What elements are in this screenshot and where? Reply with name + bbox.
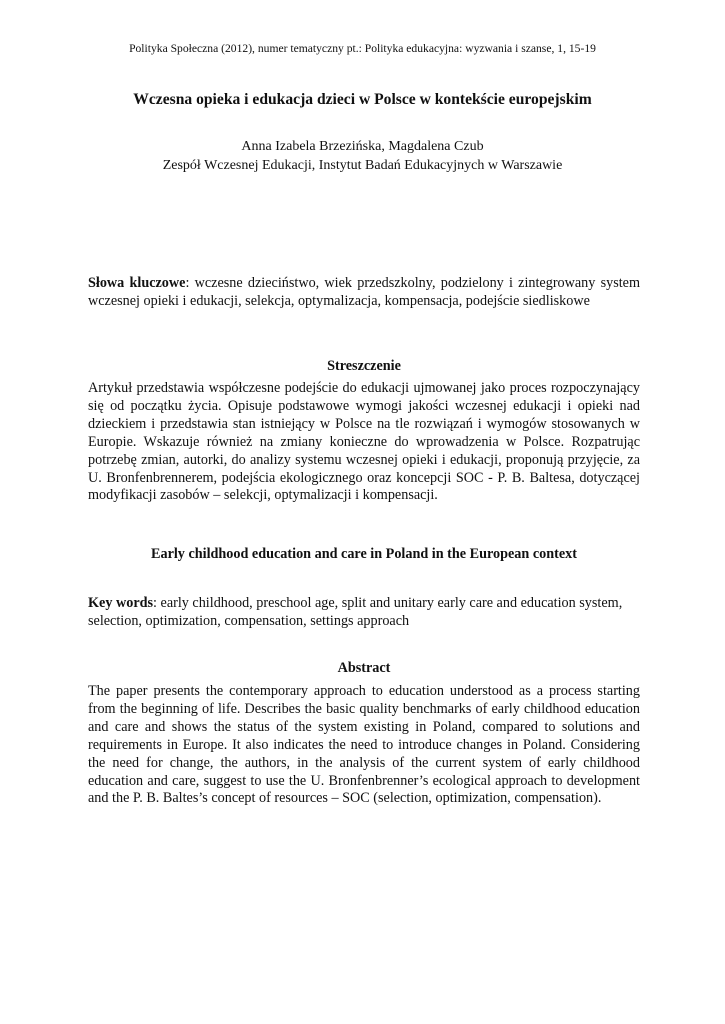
author-block (40, 137, 685, 175)
keywords-pl-text: : wczesne dzieciństwo, wiek przedszkolny, podzielony i zintegrowany system wczesnej opieki i edukacji, selekcja, optymalizacja, kompensacja, podejście siedliskowe (88, 275, 640, 309)
running-header: Polityka Społeczna (2012), numer tematyczny pt.: Polityka edukacyjna: wyzwania i szanse, 1, 15-19 (129, 42, 596, 55)
paper-title: Wczesna opieka i edukacja dzieci w Polsce w kontekście europejskim (133, 91, 592, 108)
abstract-body: The paper presents the contemporary approach to education understood as a process starting from the beginning of life. Describes the basic quality benchmarks of early childhood education and care and shows the status of the system existing in Poland, compared to solutions and requirements in Europe. It also indicates the need to introduce changes in Poland. Considering the need for change, the authors, in the analysis of the current system of early childhood education and care, suggest to use the U. Bronfenbrenner’s ecological approach to development and the P. B. Baltes’s concept of resources – SOC (selection, optimization, compensation). (88, 683, 640, 807)
keywords-pl-label: Słowa kluczowe (88, 275, 186, 291)
keywords-en-label: Key words (88, 595, 154, 611)
keywords-en-text: : early childhood, preschool age, split and unitary early care and education system, selection, optimization, compensation, settings approach (88, 595, 623, 629)
streszczenie-body: Artykuł przedstawia współczesne podejście do edukacji ujmowanej jako proces rozpoczynający się od początku życia. Opisuje podstawowe wymogi jakości wczesnej edukacji i opieki nad dzieckiem i przedstawia stan istniejący w Polsce na tle rozwiązań i wymogów stosowanych w Europie. Wskazuje również na zmiany konieczne do wprowadzenia w Polsce. Rozpatrując potrzebę zmian, autorki, do analizy systemu wczesnej opieki i edukacji, proponują przyjęcie, za U. Bronfenbrennerem, podejścia ekologicznego oraz koncepcji SOC - P. B. Baltesa, dotyczącej modyfikacji zasobów – selekcji, optymalizacji i kompensacji. (88, 380, 640, 504)
abstract-heading: Abstract (337, 660, 391, 676)
keywords-pl (88, 275, 640, 311)
author-names: Anna Izabela Brzezińska, Magdalena Czub (241, 139, 484, 154)
english-title: Early childhood education and care in Poland in the European context (151, 546, 577, 562)
streszczenie-heading: Streszczenie (327, 358, 401, 374)
author-affiliation: Zespół Wczesnej Edukacji, Instytut Badań Edukacyjnych w Warszawie (162, 158, 563, 173)
keywords-en (88, 595, 640, 631)
